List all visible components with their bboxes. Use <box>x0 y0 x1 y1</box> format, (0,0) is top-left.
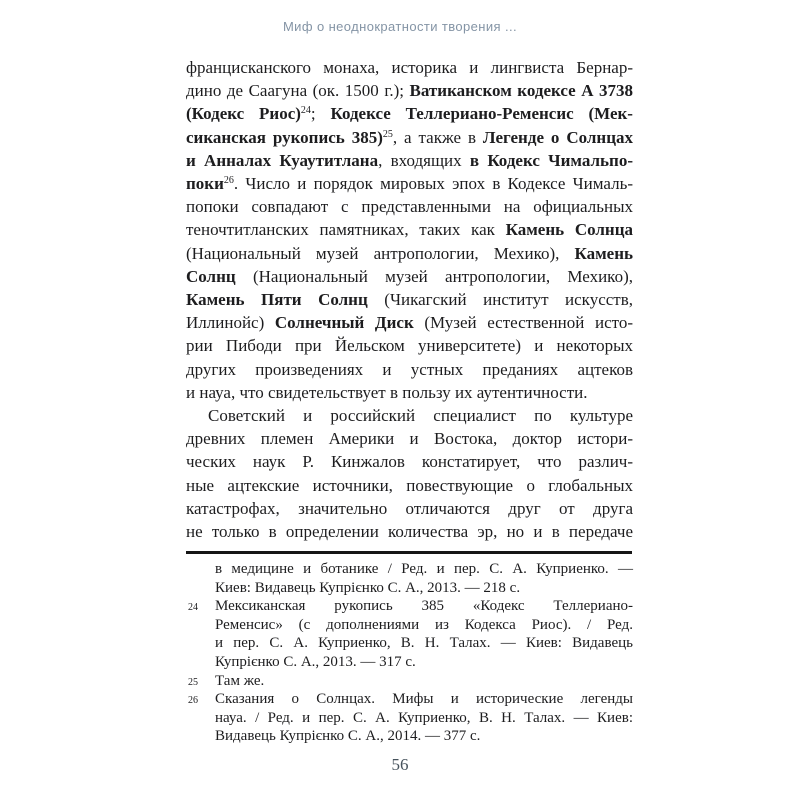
footnote-number: 25 <box>188 676 198 688</box>
text-run: (Музей естественной исто- <box>413 313 633 333</box>
text-run: ; <box>310 104 331 124</box>
body-line <box>186 102 633 125</box>
footnote <box>186 597 633 671</box>
text-run: ные ацтекские источники, повествующие о глобальных <box>186 475 633 495</box>
text-run: (Национальный музей антропологии, Мехико), <box>235 266 633 286</box>
text-run: попоки совпадают с представленными на официальных <box>186 197 633 217</box>
bold-text: Камень Солнца <box>505 220 633 240</box>
text-run: и пер. С. А. Куприенко, В. Н. Талах. — Киев: Видавець <box>215 635 633 652</box>
text-run: Видавець Купрієнко С. А., 2014. — 377 с. <box>215 728 481 745</box>
bold-text: в Кодекс Чимальпо- <box>469 150 633 170</box>
footnote-line <box>215 579 633 598</box>
text-run: Сказания о Солнцах. Мифы и исторические легенды <box>215 691 633 708</box>
bold-text: Легенде о Солнцах <box>482 127 633 147</box>
text-run: , а также в <box>392 127 483 147</box>
text-run: Мексиканская рукопись 385 «Кодекс Теллериано- <box>215 598 633 615</box>
footnote-marker: 24 <box>300 105 311 117</box>
footnote-line <box>215 597 633 616</box>
footnote-line <box>215 709 633 728</box>
body-line <box>186 172 633 195</box>
bold-text: поки <box>186 174 224 194</box>
body-line <box>186 149 633 172</box>
footnote-line <box>215 634 633 653</box>
body-line <box>186 56 633 79</box>
bold-text: Камень <box>574 243 633 263</box>
bold-text: Ватиканском кодексе А 3738 <box>409 81 633 101</box>
body-line <box>186 381 633 404</box>
footnote-number: 24 <box>188 602 198 614</box>
text-run: катастрофах, значительно отличаются друг от друга <box>186 498 633 518</box>
body-line <box>186 195 633 218</box>
text-run: в медицине и ботанике / Ред. и пер. С. А. Куприенко. — <box>215 561 633 577</box>
paragraph <box>186 404 633 543</box>
bold-text: (Кодекс Риос) <box>186 104 301 124</box>
footnote-line <box>215 690 633 709</box>
text-run: Иллинойс) <box>186 313 275 333</box>
text-run: и науа, что свидетельствует в пользу их аутентичности. <box>186 382 588 402</box>
text-run: (Чикагский институт искусств, <box>367 290 633 310</box>
body-line <box>186 497 633 520</box>
bold-text: Солнечный Диск <box>274 313 414 333</box>
footnote-line <box>215 672 633 691</box>
footnote-line <box>215 616 633 635</box>
footnote-line <box>215 727 633 746</box>
bold-text: Камень Пяти Солнц <box>186 290 368 310</box>
text-run: науа. / Ред. и пер. С. А. Куприенко, В. Н. Талах. — Киев: <box>215 709 633 726</box>
body-line <box>186 311 633 334</box>
text-run: францисканского монаха, историка и лингвиста Бернар- <box>186 58 633 77</box>
footnote <box>186 672 633 691</box>
text-run: Там же. <box>215 672 265 689</box>
body-line <box>186 427 633 450</box>
body-line <box>186 265 633 288</box>
text-run: теночтитланских памятниках, таких как <box>186 220 506 240</box>
text-run: рии Пибоди при Йельском университете) и некоторых <box>186 336 633 356</box>
bold-text: Кодексе Теллериано-Ременсис (Мек- <box>330 104 633 124</box>
footnote <box>186 560 633 597</box>
body-line <box>186 474 633 497</box>
bold-text: и Анналах Куаутитлана <box>186 150 379 170</box>
text-run: Киев: Видавець Купрієнко С. А., 2013. — 218 с. <box>215 579 521 596</box>
footnotes <box>186 560 633 746</box>
body-line <box>186 288 633 311</box>
footnote <box>186 690 633 746</box>
body-line <box>186 358 633 381</box>
body-line <box>186 404 633 427</box>
text-run: не только в определении количества эр, но и в передаче <box>186 522 633 542</box>
paragraph <box>186 56 633 404</box>
body-line <box>186 218 633 241</box>
text-run: (Национальный музей антропологии, Мехико), <box>186 243 575 263</box>
footnote-marker: 26 <box>223 175 234 187</box>
footnote-line <box>215 653 633 672</box>
footnote-line <box>215 560 633 579</box>
body-line <box>186 79 633 102</box>
footnote-number: 26 <box>188 695 198 707</box>
footnote-marker: 25 <box>382 128 393 140</box>
body-line <box>186 242 633 265</box>
running-header: Миф о неоднократности творения ... <box>282 19 518 34</box>
text-run: . Число и порядок мировых эпох в Кодексе Чималь- <box>233 174 633 194</box>
text-run: ческих наук Р. Кинжалов констатирует, что различ- <box>186 452 633 472</box>
text-run: Купрієнко С. А., 2013. — 317 с. <box>215 653 416 670</box>
body-line <box>186 520 633 543</box>
body-line <box>186 334 633 357</box>
text-run: Советский и российский специалист по культуре <box>208 406 633 426</box>
text-run: древних племен Америки и Востока, доктор истори- <box>186 429 633 449</box>
body-text <box>186 56 633 543</box>
page-number: 56 <box>391 755 409 774</box>
body-line <box>186 126 633 149</box>
text-run: дино де Саагуна (ок. 1500 г.); <box>186 81 410 101</box>
text-run: , входящих <box>378 150 470 170</box>
footnote-separator <box>186 551 632 554</box>
text-run: Ременсис» (с дополнениями из Кодекса Риос). / Ред. <box>215 616 633 633</box>
text-run: других произведениях и устных преданиях ацтеков <box>186 359 633 379</box>
bold-text: сиканская рукопись 385) <box>186 127 383 147</box>
bold-text: Солнц <box>186 266 236 286</box>
body-line <box>186 450 633 473</box>
